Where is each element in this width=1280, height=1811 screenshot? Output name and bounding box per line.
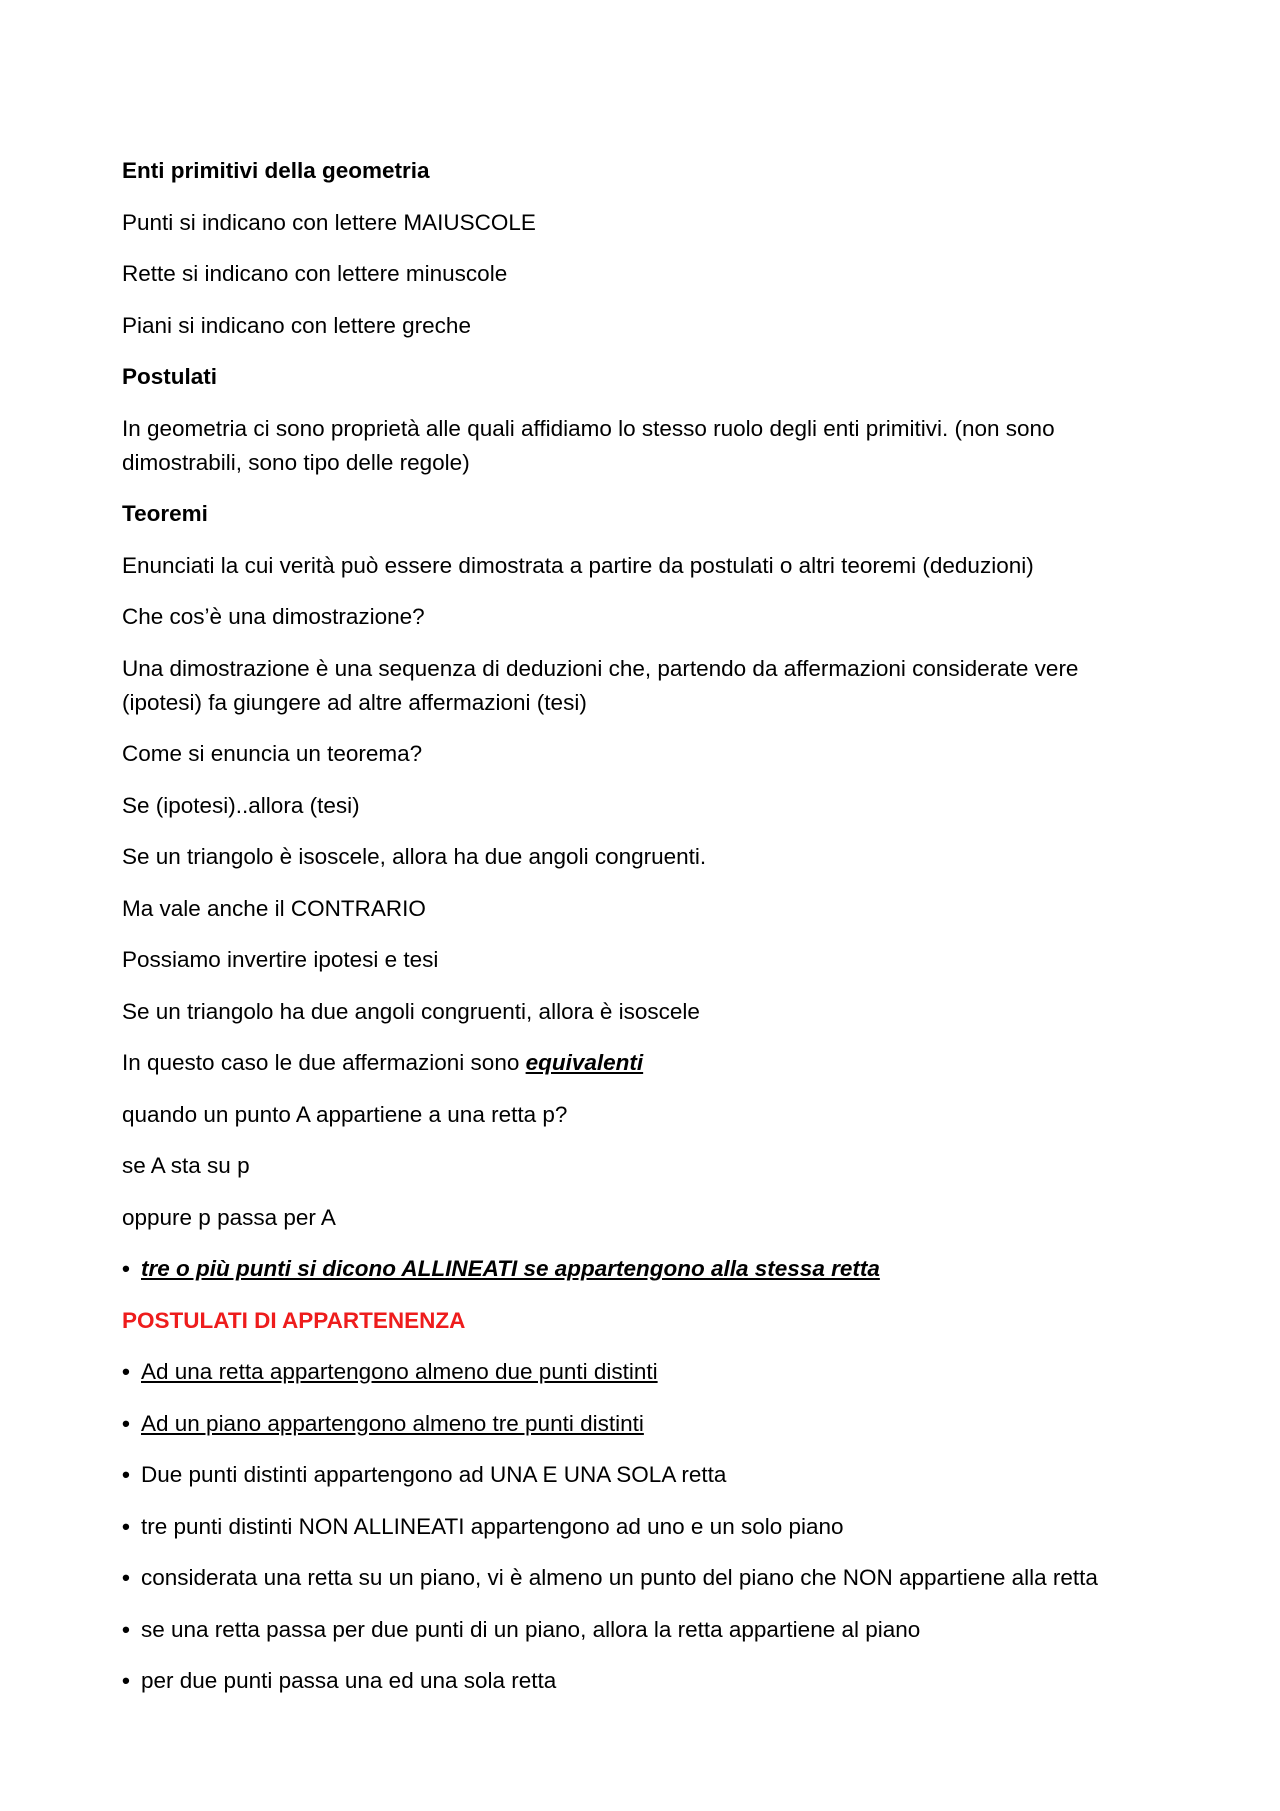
postulate-text-2: Ad un piano appartengono almeno tre punti distinti (141, 1410, 644, 1436)
bullet-allineati (122, 1252, 1160, 1286)
bullet-icon: • (122, 1513, 130, 1539)
paragraph-teoremi: Enunciati la cui verità può essere dimostrata a partire da postulati o altri teoremi (deduzioni) (122, 552, 1034, 578)
paragraph-rette: Rette si indicano con lettere minuscole (122, 261, 508, 286)
postulate-text-6: se una retta passa per due punti di un piano, allora la retta appartiene al piano (141, 1616, 921, 1642)
bullet-icon: • (122, 1668, 130, 1693)
paragraph-esempio-1: Se un triangolo è isoscele, allora ha due angoli congruenti. (122, 844, 707, 869)
paragraph-dimostrazione: Una dimostrazione è una sequenza di deduzioni che, partendo da affermazioni considerate vere (ipotesi) fa giungere ad altre affermazioni (tesi) (122, 655, 1079, 715)
paragraph-equivalenti (122, 1046, 1160, 1080)
bullet-icon: • (122, 1359, 130, 1384)
postulate-item-5 (122, 1561, 1160, 1595)
heading-enti-primitivi: Enti primitivi della geometria (122, 158, 430, 183)
question-appartiene: quando un punto A appartiene a una retta p? (122, 1101, 568, 1127)
bullet-icon: • (122, 1616, 130, 1642)
bullet-icon: • (122, 1565, 130, 1590)
paragraph-contrario: Ma vale anche il CONTRARIO (122, 895, 426, 921)
paragraph-esempio-2: Se un triangolo ha due angoli congruenti, allora è isoscele (122, 998, 700, 1024)
question-enuncia: Come si enuncia un teorema? (122, 741, 423, 766)
postulate-item-4 (122, 1510, 1160, 1544)
postulate-item-1 (122, 1355, 1160, 1389)
postulate-text-7: per due punti passa una ed una sola retta (141, 1668, 557, 1693)
bullet-icon: • (122, 1256, 130, 1281)
postulate-item-6 (122, 1613, 1160, 1647)
paragraph-postulati: In geometria ci sono proprietà alle quali affidiamo lo stesso ruolo degli enti primitivi. (non sono dimostrabili, sono tipo delle regole) (122, 415, 1055, 475)
equivalenti-prefix: In questo caso le due affermazioni sono (122, 1050, 526, 1075)
postulate-text-5: considerata una retta su un piano, vi è almeno un punto del piano che NON appartiene alla retta (141, 1565, 1098, 1590)
paragraph-se-allora: Se (ipotesi)..allora (tesi) (122, 792, 360, 818)
paragraph-piani: Piani si indicano con lettere greche (122, 312, 471, 338)
equivalenti-word: equivalenti (525, 1050, 644, 1075)
bullet-icon: • (122, 1462, 130, 1487)
heading-postulati: Postulati (122, 364, 218, 389)
postulate-item-3 (122, 1458, 1160, 1492)
postulate-text-4: tre punti distinti NON ALLINEATI appartengono ad uno e un solo piano (141, 1513, 844, 1539)
paragraph-invertire: Possiamo invertire ipotesi e tesi (122, 947, 439, 972)
allineati-text: tre o più punti si dicono ALLINEATI se appartengono alla stessa retta (141, 1256, 880, 1281)
paragraph-sta-su: se A sta su p (122, 1153, 250, 1178)
postulate-item-2 (122, 1407, 1160, 1441)
paragraph-punti: Punti si indicano con lettere MAIUSCOLE (122, 209, 536, 235)
heading-postulati-appartenenza: POSTULATI DI APPARTENENZA (122, 1307, 466, 1333)
question-dimostrazione: Che cos’è una dimostrazione? (122, 604, 425, 629)
heading-teoremi: Teoremi (122, 501, 208, 526)
paragraph-passa-per: oppure p passa per A (122, 1204, 336, 1230)
postulate-item-7 (122, 1664, 1160, 1698)
bullet-icon: • (122, 1410, 130, 1436)
postulate-text-3: Due punti distinti appartengono ad UNA E UNA SOLA retta (141, 1462, 727, 1487)
postulate-text-1: Ad una retta appartengono almeno due punti distinti (141, 1359, 658, 1384)
